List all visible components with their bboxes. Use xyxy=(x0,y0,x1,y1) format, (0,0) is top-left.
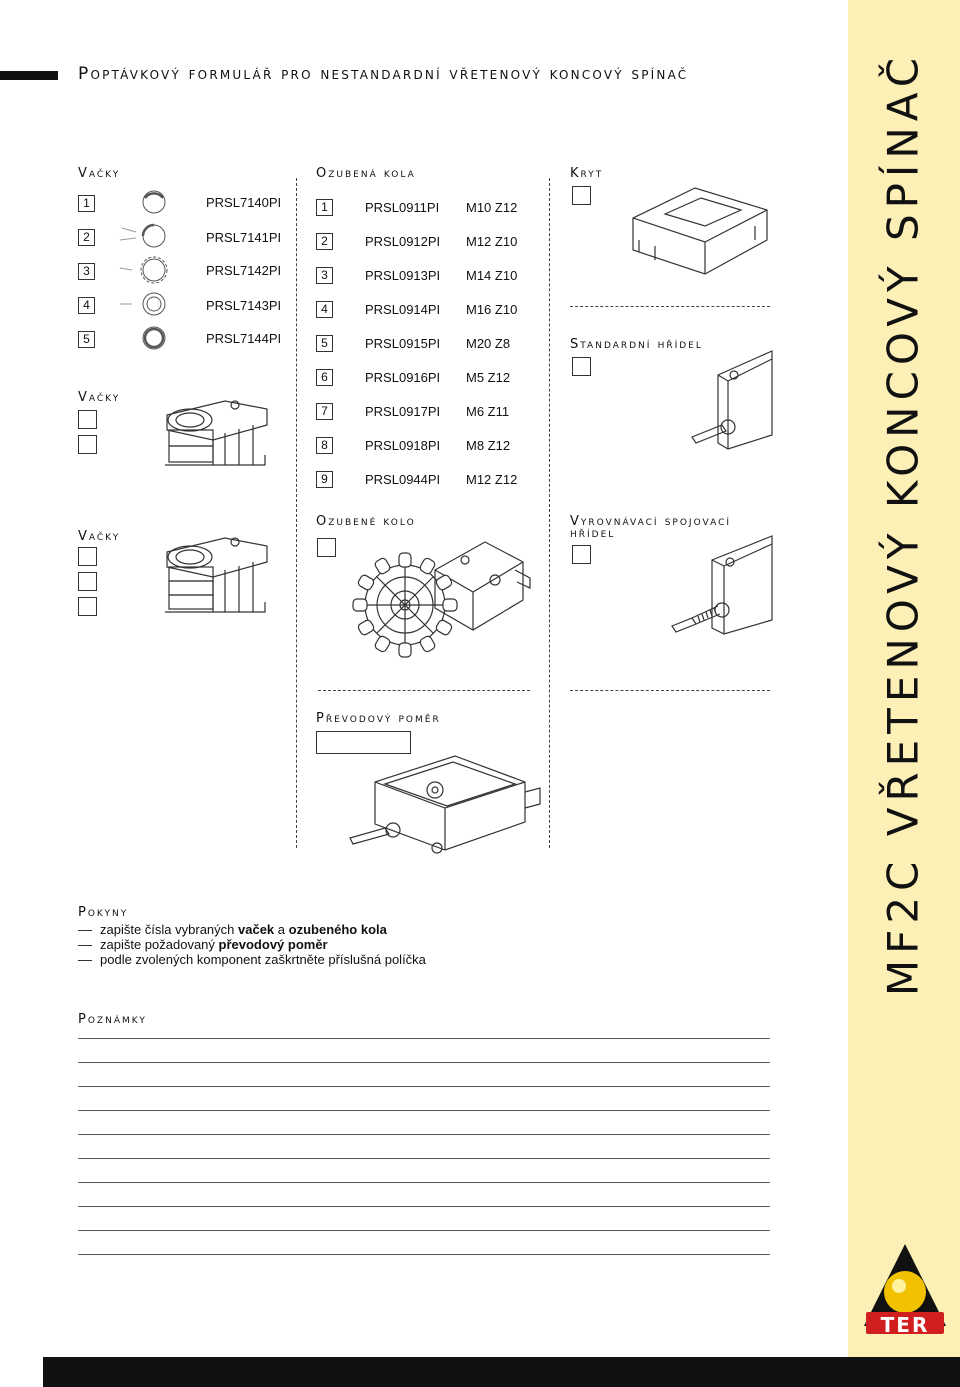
gear-num-4: 4 xyxy=(316,301,333,318)
gear-num-9: 9 xyxy=(316,471,333,488)
gear-spec-6: M5 Z12 xyxy=(466,370,511,385)
note-line-10[interactable] xyxy=(78,1254,770,1255)
two-cam-assembly-drawing xyxy=(155,385,275,475)
coupling-heading-line1: Vyrovnávací spojovací xyxy=(570,514,732,529)
cover-drawing xyxy=(625,180,775,290)
gear-tooth xyxy=(435,574,453,591)
note-line-2[interactable] xyxy=(78,1062,770,1063)
cam-code-4: PRSL7143PI xyxy=(206,298,282,313)
cam-code-5: PRSL7144PI xyxy=(206,331,282,346)
divider-coupling xyxy=(570,690,770,691)
gear-num-2: 2 xyxy=(316,233,333,250)
cam-slot-2-checkbox[interactable] xyxy=(78,435,97,454)
gearbox-housing-drawing xyxy=(345,752,545,862)
instruction-line-3: podle zvolených komponent zaškrtněte příslušná políčka xyxy=(100,952,426,967)
instructions-heading: Pokyny xyxy=(78,905,129,920)
gear-tooth xyxy=(419,635,436,653)
gear-code-2: PRSL0912PI xyxy=(365,234,441,249)
gear-tooth xyxy=(443,599,457,611)
notes-heading: Poznámky xyxy=(78,1012,147,1027)
gear-code-5: PRSL0915PI xyxy=(365,336,441,351)
gear-tooth xyxy=(419,557,436,575)
cams-group2-heading: Vačky xyxy=(78,529,121,544)
divider-ratio xyxy=(318,690,530,691)
gear-num-3: 3 xyxy=(316,267,333,284)
standard-shaft-drawing xyxy=(688,345,778,455)
note-line-9[interactable] xyxy=(78,1230,770,1231)
gear-num-5: 5 xyxy=(316,335,333,352)
gear-spec-3: M14 Z10 xyxy=(466,268,518,283)
column-divider-2 xyxy=(549,178,550,848)
gear-code-4: PRSL0914PI xyxy=(365,302,441,317)
ratio-heading: Převodový poměr xyxy=(316,711,441,726)
coupling-shaft-drawing xyxy=(668,530,778,640)
gear-num-6: 6 xyxy=(316,369,333,386)
gear-tooth xyxy=(399,643,411,657)
cam-num-3: 3 xyxy=(78,263,95,280)
cam-num-4: 4 xyxy=(78,297,95,314)
instruction-line-1: zapište čísla vybraných vaček a ozubeného kola xyxy=(100,922,387,937)
cam-disc-icons xyxy=(112,188,192,358)
note-line-8[interactable] xyxy=(78,1206,770,1207)
gear-spec-7: M6 Z11 xyxy=(466,404,510,419)
gear-code-9: PRSL0944PI xyxy=(365,472,441,487)
cam-num-2: 2 xyxy=(78,229,95,246)
cam-num-5: 5 xyxy=(78,331,95,348)
cam-slot-5-checkbox[interactable] xyxy=(78,597,97,616)
gear-num-7: 7 xyxy=(316,403,333,420)
cams-group1-heading: Vačky xyxy=(78,390,121,405)
gear-tooth xyxy=(399,553,411,567)
gear-code-3: PRSL0913PI xyxy=(365,268,441,283)
gear-tooth xyxy=(353,599,367,611)
cams-heading: Vačky xyxy=(78,166,121,181)
cover-checkbox[interactable] xyxy=(572,186,591,205)
gear-spec-4: M16 Z10 xyxy=(466,302,518,317)
gear-tooth xyxy=(357,574,375,591)
footer-bar xyxy=(43,1357,960,1387)
gear-spec-8: M8 Z12 xyxy=(466,438,511,453)
cam-num-1: 1 xyxy=(78,195,95,212)
instruction-line-2: zapište požadovaný převodový poměr xyxy=(100,937,328,952)
sidebar-vertical-title: MF2C VŘETENOVÝ KONCOVÝ SPÍNAČ xyxy=(878,51,928,997)
coupling-checkbox[interactable] xyxy=(572,545,591,564)
note-line-4[interactable] xyxy=(78,1110,770,1111)
gear-wheel-heading: Ozubené kolo xyxy=(316,514,416,529)
gear-tooth xyxy=(435,619,453,636)
divider-cover xyxy=(570,306,770,307)
gear-wheel-drawing xyxy=(345,530,535,670)
gear-num-8: 8 xyxy=(316,437,333,454)
cam-slot-4-checkbox[interactable] xyxy=(78,572,97,591)
instruction-dash-1 xyxy=(78,930,92,931)
note-line-6[interactable] xyxy=(78,1158,770,1159)
three-cam-assembly-drawing xyxy=(155,522,275,622)
shaft-checkbox[interactable] xyxy=(572,357,591,376)
column-divider-1 xyxy=(296,178,297,848)
shaft-heading: Standardní hřídel xyxy=(570,337,703,352)
gear-spec-5: M20 Z8 xyxy=(466,336,511,351)
cam-code-3: PRSL7142PI xyxy=(206,263,282,278)
ratio-input[interactable] xyxy=(316,731,411,754)
page-title: Poptávkový formulář pro nestandardní vřetenový koncový spínač xyxy=(78,64,689,84)
gear-wheel-checkbox[interactable] xyxy=(317,538,336,557)
gear-spec-2: M12 Z10 xyxy=(466,234,518,249)
header-bar xyxy=(0,71,58,80)
cover-heading: Kryt xyxy=(570,166,604,181)
ter-logo-text: TER xyxy=(880,1313,930,1337)
instruction-dash-3 xyxy=(78,960,92,961)
gear-code-7: PRSL0917PI xyxy=(365,404,441,419)
gear-spec-9: M12 Z12 xyxy=(466,472,518,487)
note-line-5[interactable] xyxy=(78,1134,770,1135)
cam-slot-3-checkbox[interactable] xyxy=(78,547,97,566)
gear-tooth xyxy=(374,557,391,575)
gear-code-1: PRSL0911PI xyxy=(365,200,440,215)
gear-num-1: 1 xyxy=(316,199,333,216)
gear-tooth xyxy=(357,619,375,636)
gears-heading: Ozubená kola xyxy=(316,166,416,181)
instruction-dash-2 xyxy=(78,945,92,946)
gear-tooth xyxy=(374,635,391,653)
gear-spec-1: M10 Z12 xyxy=(466,200,518,215)
gear-code-8: PRSL0918PI xyxy=(365,438,441,453)
note-line-3[interactable] xyxy=(78,1086,770,1087)
note-line-1[interactable] xyxy=(78,1038,770,1039)
cam-slot-1-checkbox[interactable] xyxy=(78,410,97,429)
note-line-7[interactable] xyxy=(78,1182,770,1183)
coupling-heading-line2: hřídel xyxy=(570,526,616,541)
cam-code-2: PRSL7141PI xyxy=(206,230,282,245)
cam-code-1: PRSL7140PI xyxy=(206,195,282,210)
gear-code-6: PRSL0916PI xyxy=(365,370,441,385)
